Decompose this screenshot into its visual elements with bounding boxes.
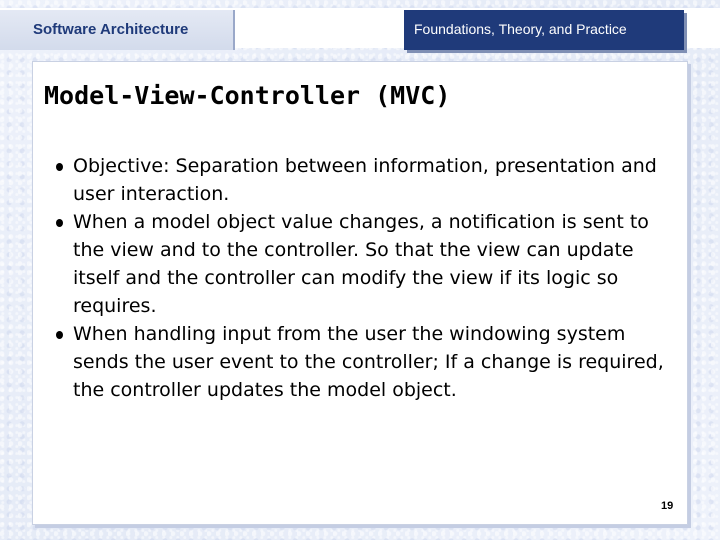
bullet-item: [56, 152, 676, 208]
page-number: 19: [661, 500, 674, 512]
slide-title: Model-View-Controller (MVC): [44, 81, 451, 110]
bullet-dot-icon: [56, 331, 63, 339]
bullet-list: [56, 152, 676, 404]
bullet-dot-icon: [56, 163, 63, 171]
book-subtitle: Foundations, Theory, and Practice: [414, 21, 627, 37]
bullet-item: [56, 320, 676, 404]
bullet-text: When handling input from the user the windowing system sends the user event to the controller; If a change is required, the controller updates the model object.: [73, 323, 664, 401]
bullet-item: [56, 208, 676, 320]
bullet-text: Objective: Separation between information, presentation and user interaction.: [73, 155, 657, 205]
bullet-text: When a model object value changes, a notification is sent to the view and to the controller. So that the view can update itself and the controller can modify the view if its logic so requires.: [73, 211, 649, 317]
course-title: Software Architecture: [33, 21, 189, 38]
bullet-dot-icon: [56, 219, 63, 227]
